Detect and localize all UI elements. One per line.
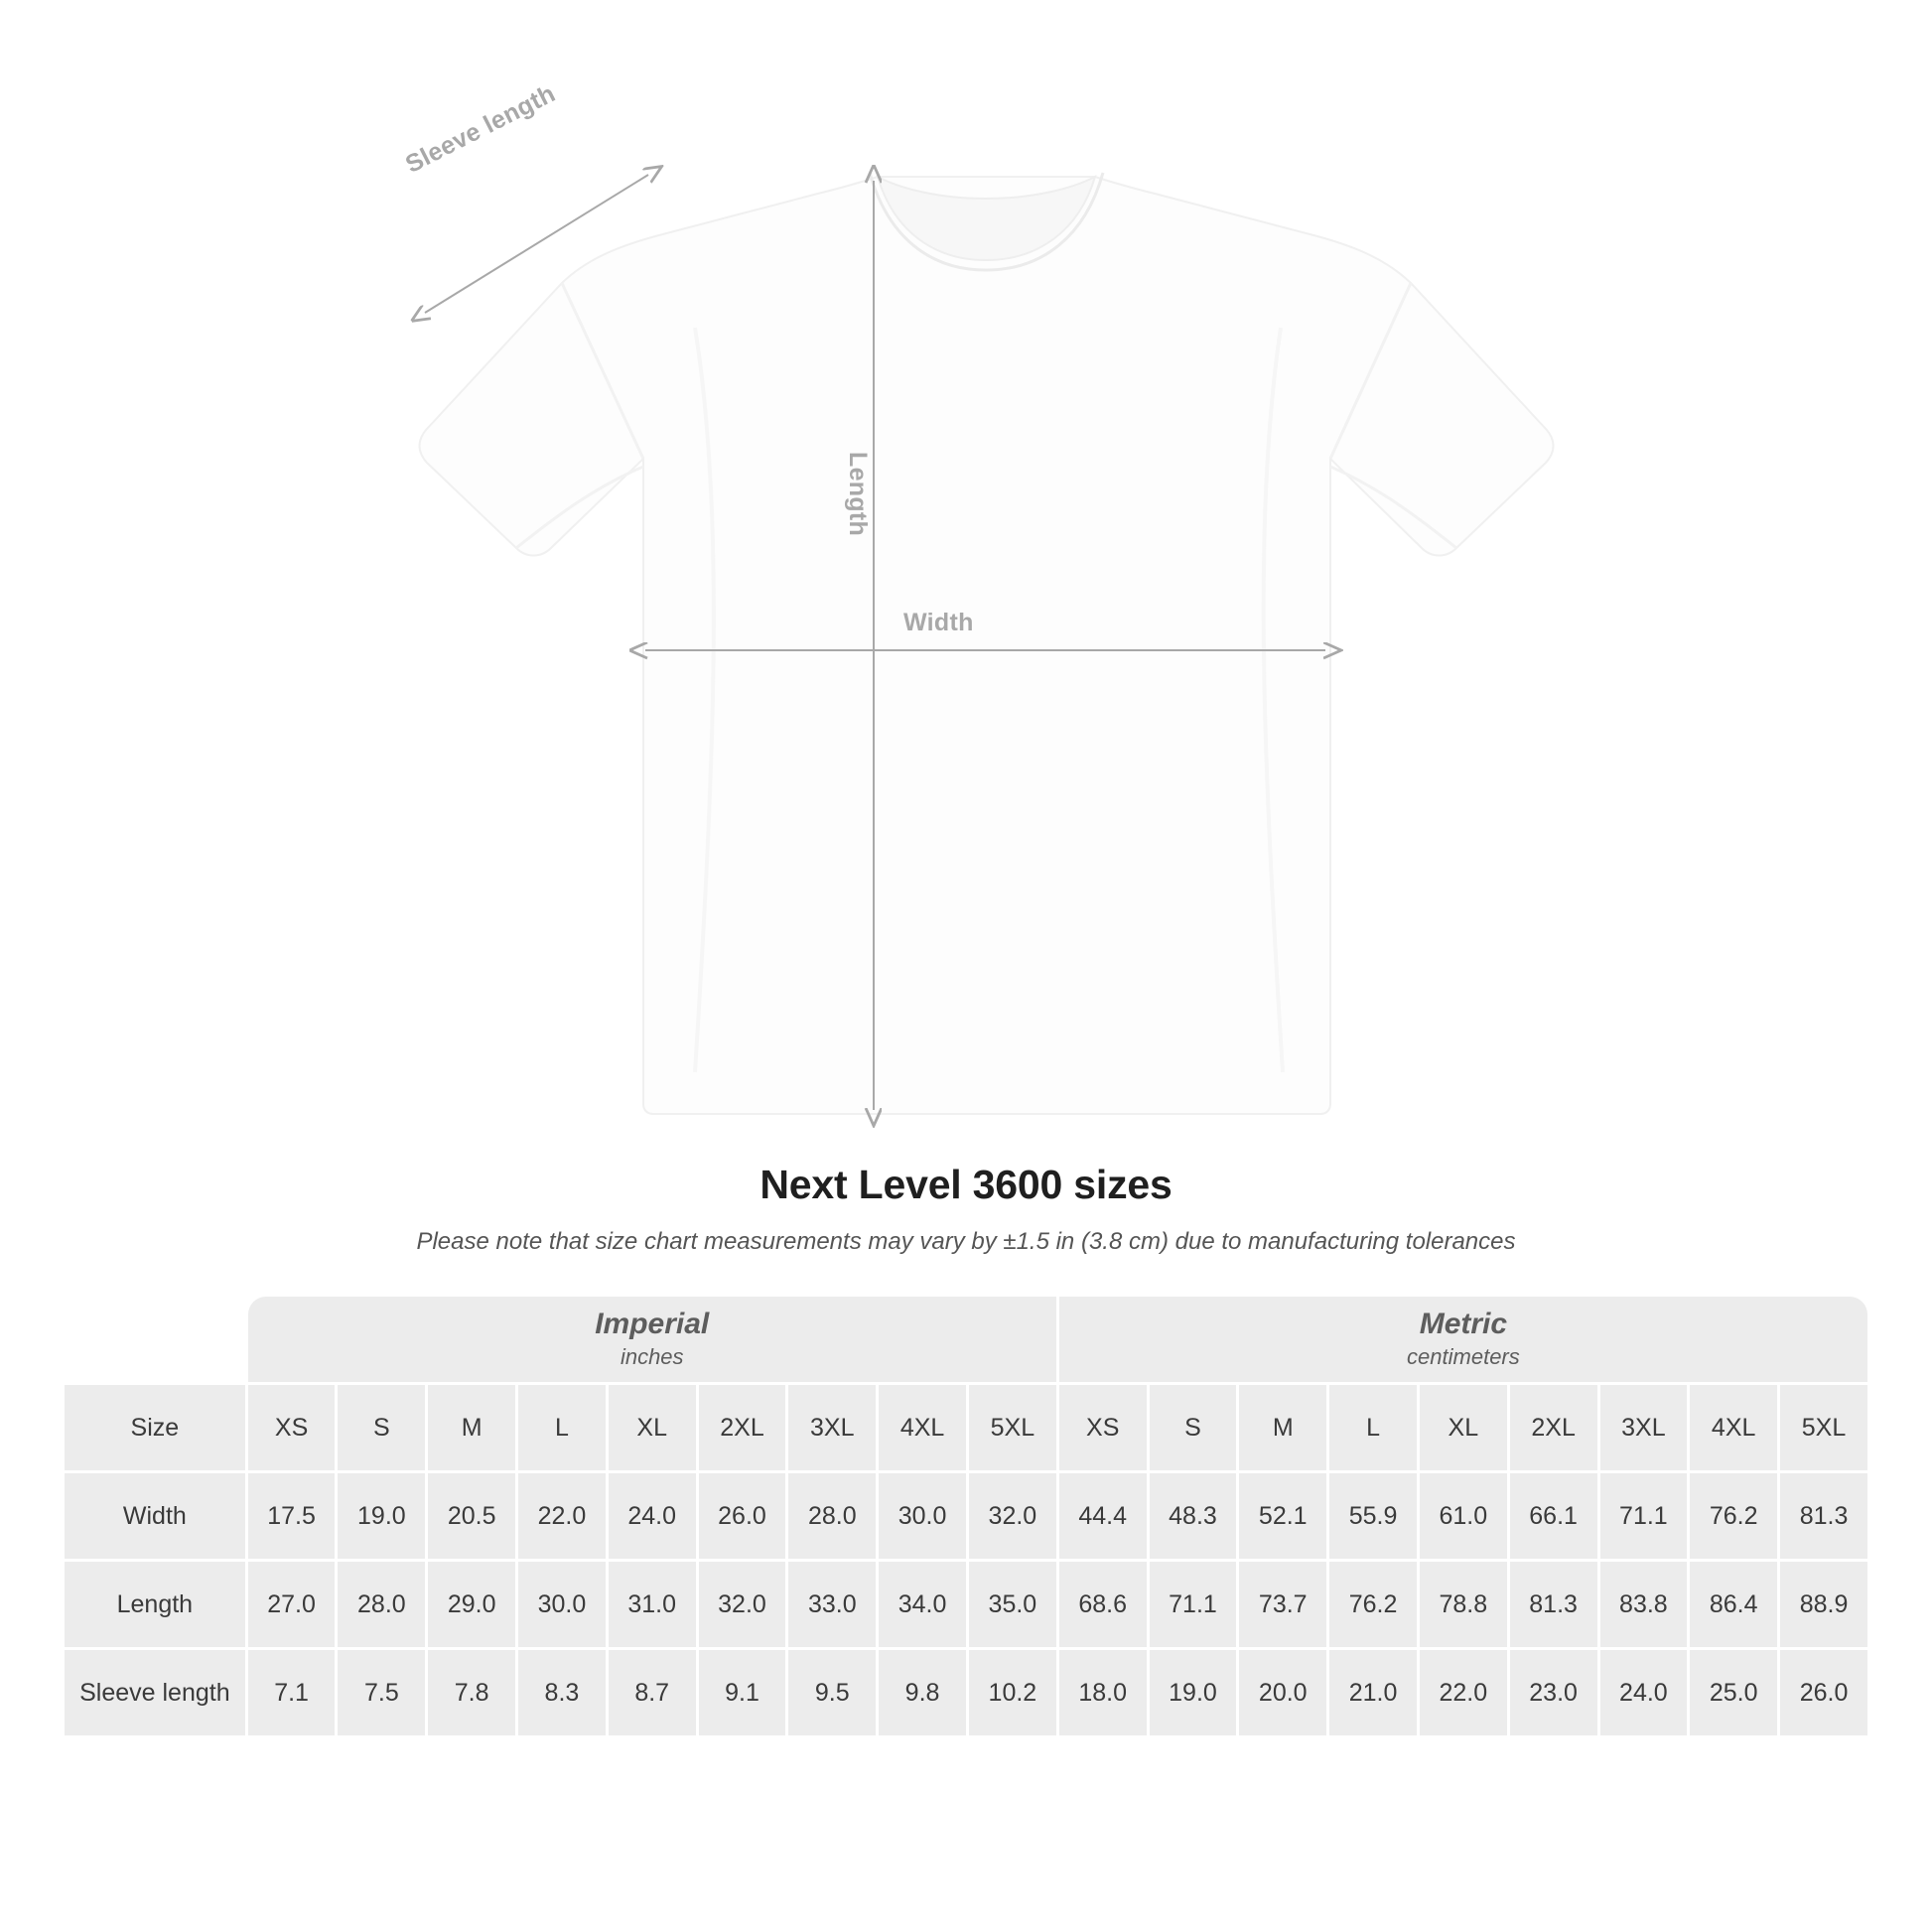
- size-chart-table: [62, 1294, 1870, 1738]
- size-column-header: XL: [609, 1385, 696, 1470]
- size-column-header: M: [428, 1385, 515, 1470]
- size-column-header: 5XL: [969, 1385, 1056, 1470]
- table-cell: 34.0: [879, 1562, 966, 1647]
- table-row: [65, 1562, 1867, 1647]
- size-table-wrapper: [62, 1294, 1870, 1738]
- table-cell: 78.8: [1420, 1562, 1507, 1647]
- table-row: [65, 1473, 1867, 1559]
- size-column-header: 4XL: [1690, 1385, 1777, 1470]
- tolerance-note: Please note that size chart measurements may vary by ±1.5 in (3.8 cm) due to manufacturing tolerances: [416, 1228, 1516, 1255]
- size-column-header: S: [338, 1385, 425, 1470]
- size-column-header: XS: [1059, 1385, 1147, 1470]
- table-cell: 61.0: [1420, 1473, 1507, 1559]
- sleeve-length-label: Sleeve length: [401, 79, 560, 179]
- size-column-header: XS: [248, 1385, 336, 1470]
- table-cell: 73.7: [1239, 1562, 1326, 1647]
- size-column-header: 4XL: [879, 1385, 966, 1470]
- table-cell: 35.0: [969, 1562, 1056, 1647]
- table-cell: 30.0: [879, 1473, 966, 1559]
- table-cell: 19.0: [1150, 1650, 1237, 1735]
- size-column-header: L: [1329, 1385, 1417, 1470]
- unit-measure-label: inches: [620, 1344, 684, 1370]
- size-column-header: S: [1150, 1385, 1237, 1470]
- table-cell: 28.0: [338, 1562, 425, 1647]
- table-row: [65, 1650, 1867, 1735]
- table-cell: 27.0: [248, 1562, 336, 1647]
- unit-corner-cell: [65, 1297, 245, 1382]
- page-title: Next Level 3600 sizes: [759, 1162, 1173, 1207]
- table-cell: 19.0: [338, 1473, 425, 1559]
- table-cell: 20.5: [428, 1473, 515, 1559]
- table-cell: 44.4: [1059, 1473, 1147, 1559]
- table-cell: 66.1: [1510, 1473, 1597, 1559]
- size-column-header: L: [518, 1385, 606, 1470]
- table-cell: 18.0: [1059, 1650, 1147, 1735]
- table-cell: 81.3: [1780, 1473, 1867, 1559]
- table-cell: 7.8: [428, 1650, 515, 1735]
- table-cell: 33.0: [788, 1562, 876, 1647]
- table-cell: 22.0: [1420, 1650, 1507, 1735]
- table-cell: 83.8: [1600, 1562, 1688, 1647]
- table-cell: 20.0: [1239, 1650, 1326, 1735]
- table-cell: 22.0: [518, 1473, 606, 1559]
- size-column-header: 2XL: [1510, 1385, 1597, 1470]
- size-header-cell: Size: [65, 1385, 245, 1470]
- table-cell: 17.5: [248, 1473, 336, 1559]
- table-cell: 8.7: [609, 1650, 696, 1735]
- table-cell: 24.0: [609, 1473, 696, 1559]
- width-label: Width: [903, 609, 974, 636]
- unit-system-label: Metric: [1419, 1307, 1508, 1340]
- table-cell: 25.0: [1690, 1650, 1777, 1735]
- table-cell: 21.0: [1329, 1650, 1417, 1735]
- table-cell: 26.0: [699, 1473, 786, 1559]
- table-cell: 9.1: [699, 1650, 786, 1735]
- table-cell: 81.3: [1510, 1562, 1597, 1647]
- table-cell: 9.8: [879, 1650, 966, 1735]
- table-cell: 23.0: [1510, 1650, 1597, 1735]
- unit-measure-label: centimeters: [1407, 1344, 1520, 1370]
- size-column-header: XL: [1420, 1385, 1507, 1470]
- table-cell: 71.1: [1600, 1473, 1688, 1559]
- row-label: Sleeve length: [65, 1650, 245, 1735]
- table-cell: 24.0: [1600, 1650, 1688, 1735]
- size-column-header: 2XL: [699, 1385, 786, 1470]
- table-cell: 30.0: [518, 1562, 606, 1647]
- size-column-header: 3XL: [788, 1385, 876, 1470]
- title-block: [0, 1162, 1932, 1256]
- table-cell: 9.5: [788, 1650, 876, 1735]
- table-cell: 32.0: [699, 1562, 786, 1647]
- table-cell: 55.9: [1329, 1473, 1417, 1559]
- table-cell: 52.1: [1239, 1473, 1326, 1559]
- table-cell: 7.5: [338, 1650, 425, 1735]
- table-cell: 28.0: [788, 1473, 876, 1559]
- row-label: Width: [65, 1473, 245, 1559]
- table-cell: 48.3: [1150, 1473, 1237, 1559]
- table-cell: 32.0: [969, 1473, 1056, 1559]
- unit-header-row: [65, 1297, 1867, 1382]
- table-cell: 68.6: [1059, 1562, 1147, 1647]
- unit-group-metric: [1059, 1297, 1867, 1382]
- size-column-header: M: [1239, 1385, 1326, 1470]
- table-cell: 29.0: [428, 1562, 515, 1647]
- length-label: Length: [844, 452, 872, 537]
- table-cell: 31.0: [609, 1562, 696, 1647]
- table-cell: 71.1: [1150, 1562, 1237, 1647]
- table-cell: 86.4: [1690, 1562, 1777, 1647]
- table-cell: 26.0: [1780, 1650, 1867, 1735]
- row-label: Length: [65, 1562, 245, 1647]
- table-cell: 7.1: [248, 1650, 336, 1735]
- unit-system-label: Imperial: [595, 1307, 710, 1340]
- table-cell: 10.2: [969, 1650, 1056, 1735]
- size-header-row: [65, 1385, 1867, 1470]
- table-cell: 8.3: [518, 1650, 606, 1735]
- table-cell: 76.2: [1329, 1562, 1417, 1647]
- table-cell: 88.9: [1780, 1562, 1867, 1647]
- table-cell: 76.2: [1690, 1473, 1777, 1559]
- unit-group-imperial: [248, 1297, 1056, 1382]
- size-column-header: 3XL: [1600, 1385, 1688, 1470]
- size-column-header: 5XL: [1780, 1385, 1867, 1470]
